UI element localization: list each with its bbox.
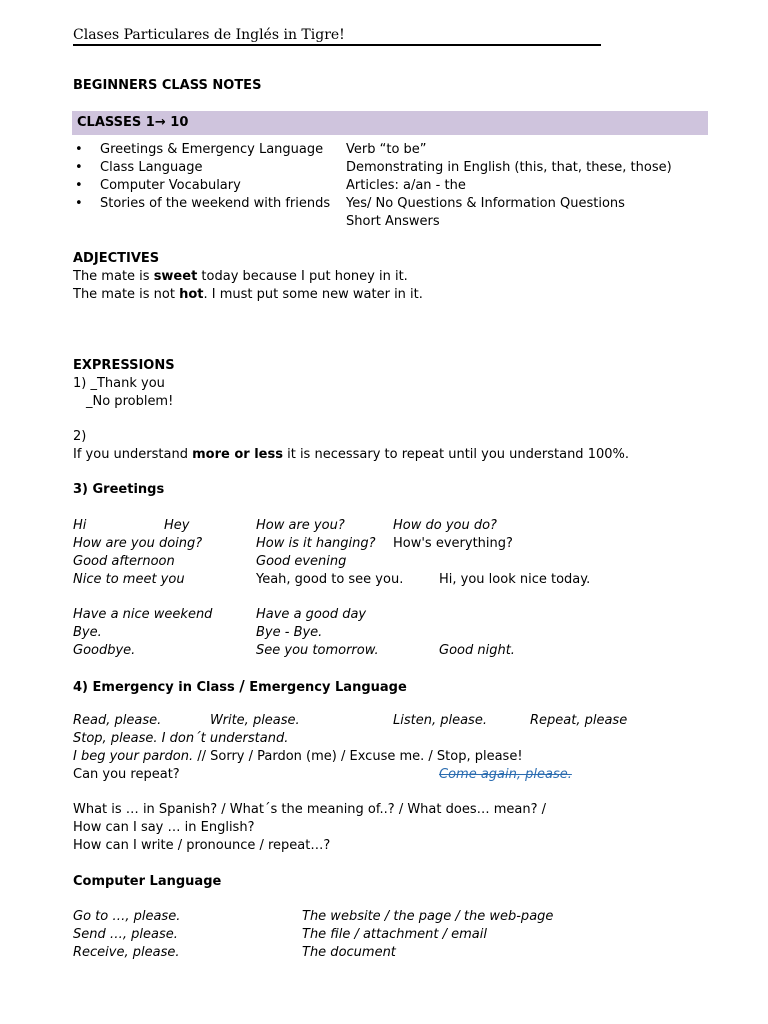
- expression-1-line2: _No problem!: [86, 394, 174, 409]
- list-item: Articles: a/an - the: [346, 178, 466, 193]
- list-item: • Computer Vocabulary: [73, 177, 330, 195]
- emergency-heading: 4) Emergency in Class / Emergency Language: [73, 677, 407, 695]
- emergency-item: What is … in Spanish? / What´s the meaning of..? / What does… mean? /: [73, 802, 547, 817]
- document-header-title: Clases Particulares de Inglés in Tigre!: [73, 27, 345, 43]
- emergency-item: Listen, please.: [393, 713, 487, 728]
- expressions-heading: EXPRESSIONS: [73, 358, 175, 373]
- classes-band-label: [77, 114, 188, 132]
- greeting-item: Hi: [73, 518, 87, 533]
- computer-item: The file / attachment / email: [302, 927, 487, 942]
- computer-item: The document: [302, 945, 396, 960]
- computer-item: Receive, please.: [73, 945, 180, 960]
- adjective-sentence-1: The mate is sweet today because I put honey in it.: [73, 269, 408, 284]
- greeting-item: Have a nice weekend: [73, 607, 213, 622]
- greeting-item: Yeah, good to see you.: [256, 572, 404, 587]
- greeting-item: Bye.: [73, 625, 102, 640]
- expression-2-line: If you understand more or less it is necessary to repeat until you understand 100%.: [73, 447, 629, 462]
- greeting-item: How's everything?: [393, 536, 513, 551]
- classes-band: [72, 111, 708, 135]
- greeting-item: Nice to meet you: [73, 572, 185, 587]
- greeting-item: Good afternoon: [73, 554, 175, 569]
- doc-title: BEGINNERS CLASS NOTES: [73, 78, 262, 93]
- greeting-item: How do you do?: [393, 518, 497, 533]
- emergency-item: Repeat, please: [530, 713, 628, 728]
- greeting-item: How are you?: [256, 518, 345, 533]
- greeting-item: Good night.: [439, 643, 515, 658]
- greeting-item: Hi, you look nice today.: [439, 572, 591, 587]
- expression-1-line1: 1) _Thank you: [73, 376, 165, 391]
- list-item: Yes/ No Questions & Information Questions: [346, 196, 625, 211]
- list-item: Short Answers: [346, 214, 440, 229]
- emergency-item-struck: Come again, please.: [439, 767, 572, 782]
- expression-2-number: 2): [73, 429, 87, 444]
- emergency-item: Can you repeat?: [73, 767, 180, 782]
- adjective-sentence-2: The mate is not hot. I must put some new water in it.: [73, 287, 423, 302]
- greeting-item: How are you doing?: [73, 536, 203, 551]
- greeting-item: Hey: [164, 518, 190, 533]
- computer-item: Send …, please.: [73, 927, 178, 942]
- greeting-item: Good evening: [256, 554, 347, 569]
- computer-item: The website / the page / the web-page: [302, 909, 554, 924]
- classes-prefix: CLASSES 1: [77, 115, 155, 130]
- list-item: • Class Language: [73, 159, 330, 177]
- arrow-icon: →: [154, 115, 166, 130]
- greeting-item: Have a good day: [256, 607, 367, 622]
- topics-left-list: [73, 141, 330, 213]
- emergency-item: How can I write / pronounce / repeat…?: [73, 838, 331, 853]
- emergency-item: Read, please.: [73, 713, 162, 728]
- header-rule: [73, 44, 601, 46]
- adjectives-heading: ADJECTIVES: [73, 251, 160, 266]
- greeting-item: Bye - Bye.: [256, 625, 323, 640]
- emergency-item: How can I say … in English?: [73, 820, 255, 835]
- list-item: Verb “to be”: [346, 142, 427, 157]
- classes-suffix: 10: [165, 115, 189, 130]
- greeting-item: See you tomorrow.: [256, 643, 379, 658]
- emergency-item: I beg your pardon. // Sorry / Pardon (me) / Excuse me. / Stop, please!: [73, 749, 523, 764]
- greeting-item: How is it hanging?: [256, 536, 376, 551]
- computer-language-heading: Computer Language: [73, 874, 222, 889]
- topics-right-list: [346, 141, 672, 231]
- greeting-item: Goodbye.: [73, 643, 136, 658]
- computer-item: Go to …, please.: [73, 909, 181, 924]
- list-item: • Stories of the weekend with friends: [73, 195, 330, 213]
- emergency-item: Write, please.: [210, 713, 300, 728]
- greetings-heading: 3) Greetings: [73, 482, 165, 497]
- emergency-item: Stop, please. I don´t understand.: [73, 731, 289, 746]
- list-item: • Greetings & Emergency Language: [73, 141, 330, 159]
- list-item: Demonstrating in English (this, that, these, those): [346, 160, 672, 175]
